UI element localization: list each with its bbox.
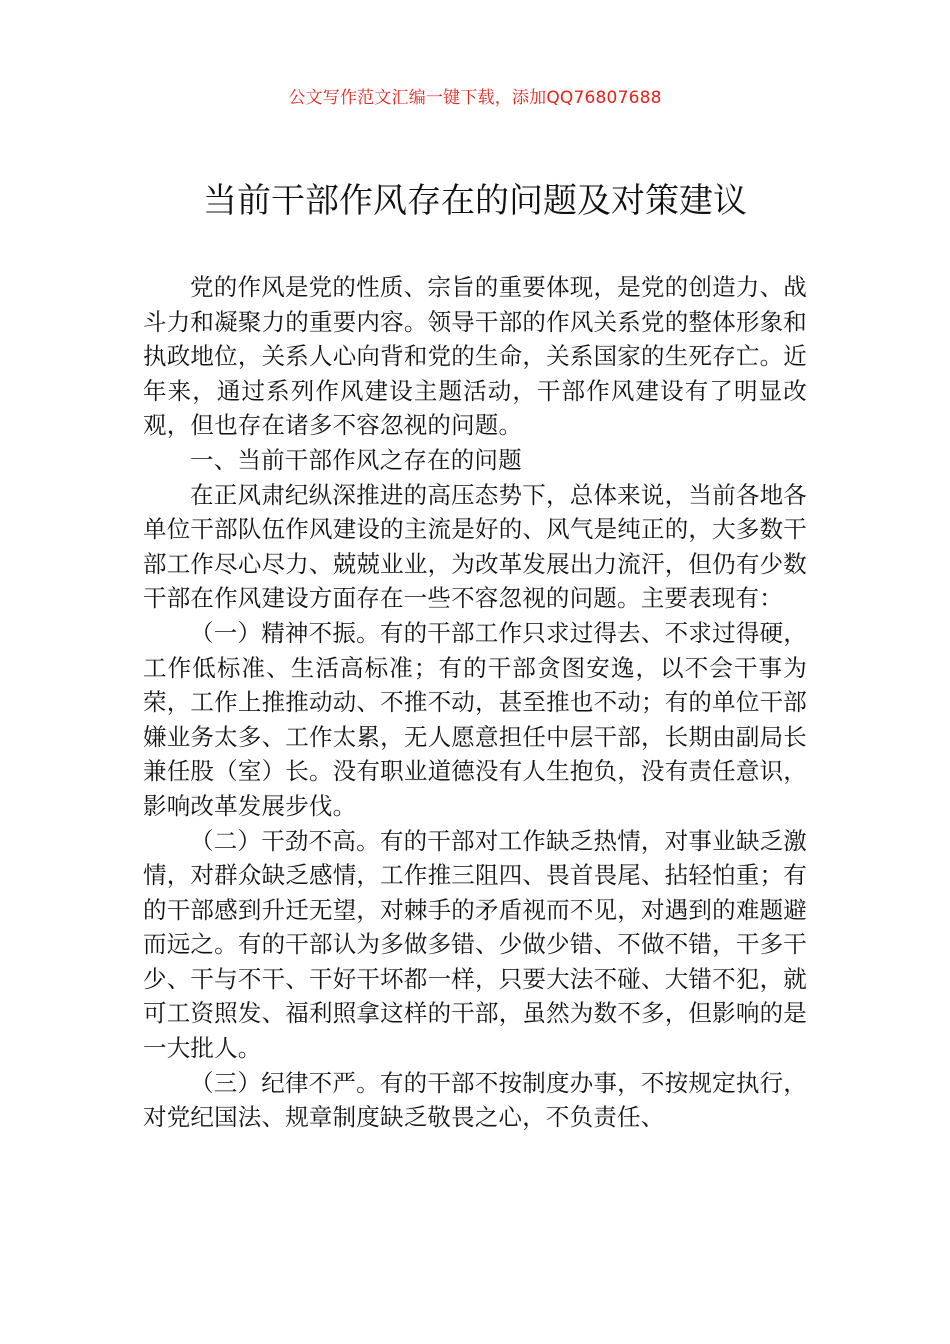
download-notice: 公文写作范文汇编一键下载，添加QQ76807688 xyxy=(288,88,662,108)
paragraph-point-3: （三）纪律不严。有的干部不按制度办事，不按规定执行，对党纪国法、规章制度缺乏敬畏之心，不负责任、 xyxy=(143,1068,807,1132)
paragraph-point-2: （二）干劲不高。有的干部对工作缺乏热情，对事业缺乏激情，对群众缺乏感情，工作推三阻四、畏首畏尾、拈轻怕重；有的干部感到升迁无望，对棘手的矛盾视而不见，对遇到的难题避而远之。有的干部认为多做多错、少做少错、不做不错，干多干少、干与不干、干好干坏都一样，只要大法不碰、大错不犯，就可工资照发、福利照拿这样的干部，虽然为数不多，但影响的是一大批人。 xyxy=(143,826,807,1063)
document-title: 当前干部作风存在的问题及对策建议 xyxy=(203,181,747,221)
paragraph-point-1: （一）精神不振。有的干部工作只求过得去、不求过得硬，工作低标准、生活高标准；有的干部贪图安逸，以不会干事为荣，工作上推推动动、不推不动，甚至推也不动；有的单位干部嫌业务太多、工作太累，无人愿意担任中层干部，长期由副局长兼任股（室）长。没有职业道德没有人生抱负，没有责任意识，影响改革发展步伐。 xyxy=(143,618,807,820)
section-heading-problems: 一、当前干部作风之存在的问题 xyxy=(190,445,522,474)
paragraph-intro: 党的作风是党的性质、宗旨的重要体现，是党的创造力、战斗力和凝聚力的重要内容。领导干部的作风关系党的整体形象和执政地位，关系人心向背和党的生命，关系国家的生死存亡。近年来，通过系列作风建设主题活动，干部作风建设有了明显改观，但也存在诸多不容忽视的问题。 xyxy=(143,273,807,440)
document-body xyxy=(143,270,807,1135)
paragraph-overview: 在正风肃纪纵深推进的高压态势下，总体来说，当前各地各单位干部队伍作风建设的主流是好的、风气是纯正的，大多数干部工作尽心尽力、兢兢业业，为改革发展出力流汗，但仍有少数干部在作风建设方面存在一些不容忽视的问题。主要表现有： xyxy=(143,480,807,613)
